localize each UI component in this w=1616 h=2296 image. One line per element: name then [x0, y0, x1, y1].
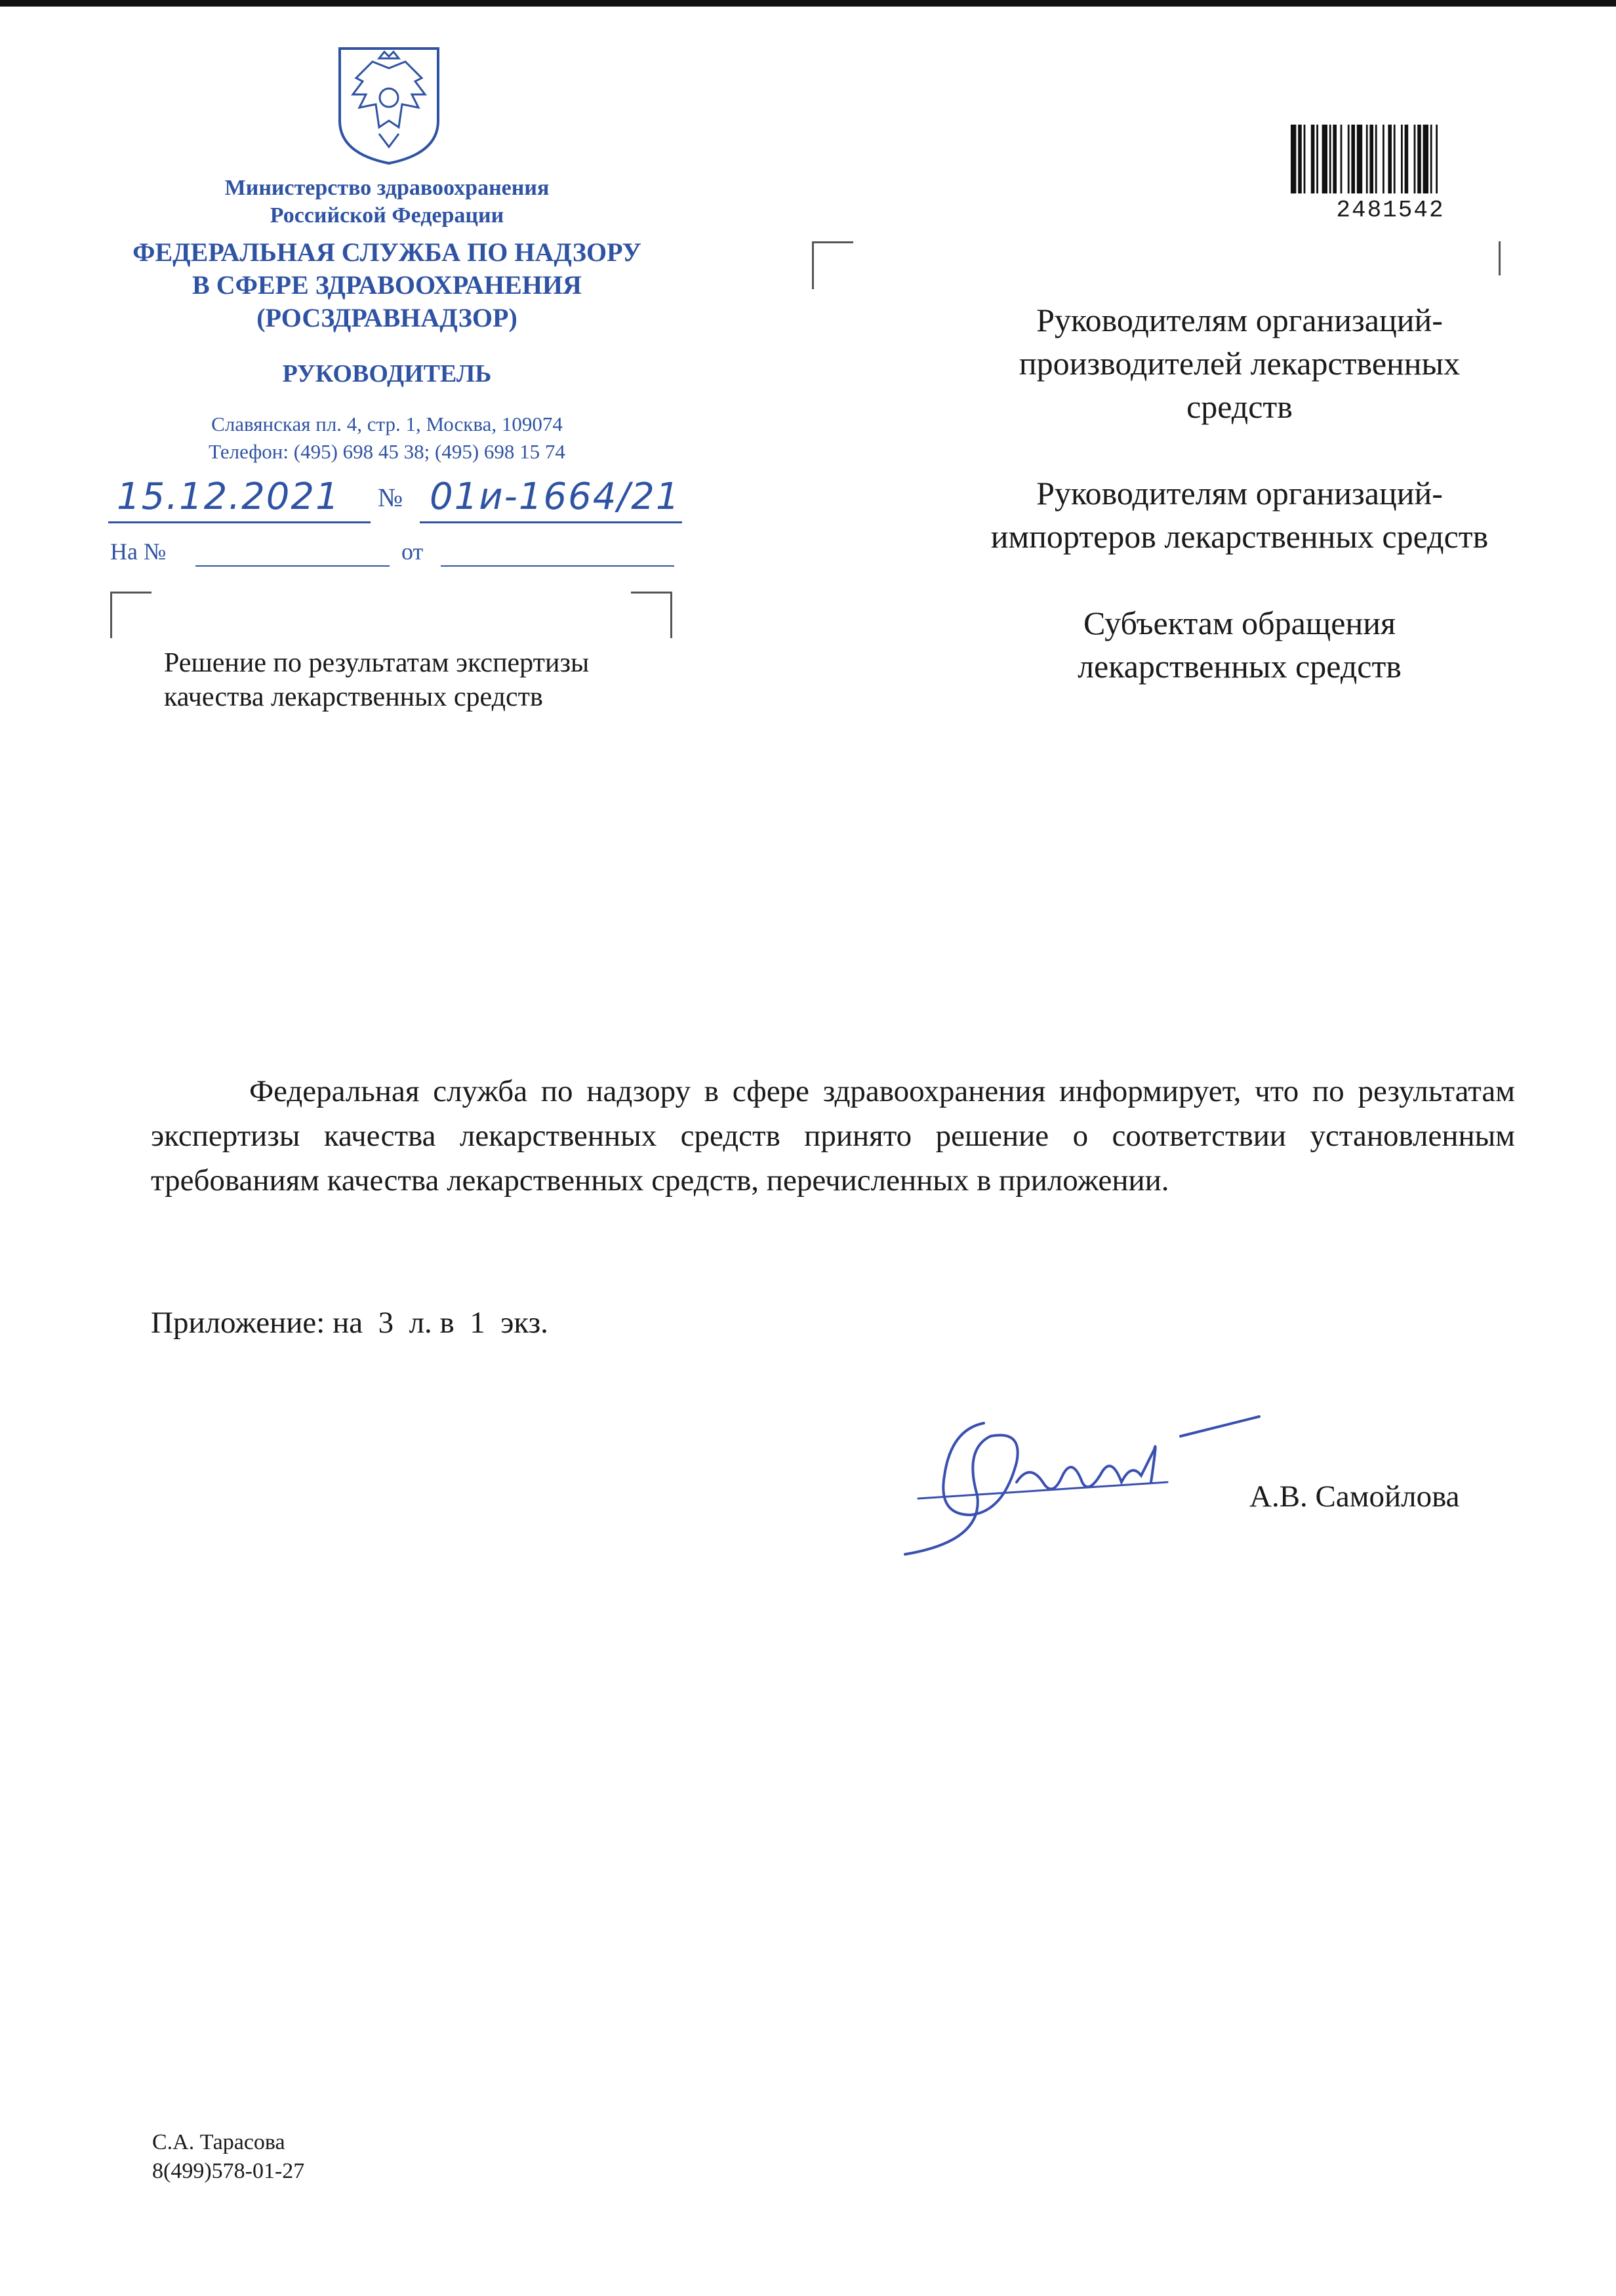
recipients-block — [905, 298, 1574, 731]
registration-number: 01и-1664/21 — [430, 475, 681, 518]
reference-line — [110, 538, 166, 565]
address: Славянская пл. 4, стр. 1, Москва, 109074 — [211, 413, 563, 435]
subject-corner-right — [631, 592, 672, 638]
subject-line-1: Решение по результатам экспертизы — [164, 648, 590, 678]
executor-phone: 8(499)578-01-27 — [152, 2159, 305, 2183]
number-underline — [420, 521, 682, 523]
address-corner-left — [812, 241, 853, 289]
executor-name: С.А. Тарасова — [152, 2130, 285, 2154]
service-line-2: В СФЕРЕ ЗДРАВООХРАНЕНИЯ — [192, 270, 582, 300]
registration-number-label: № — [378, 483, 403, 512]
recipient-1-line-1: Руководителям организаций- — [1036, 302, 1443, 338]
scan-top-edge — [0, 0, 1616, 7]
reference-number-label: На № — [110, 538, 167, 565]
recipient-importers — [905, 472, 1574, 558]
signer-name: А.В. Самойлова — [1249, 1480, 1460, 1514]
reference-from-label: от — [401, 538, 424, 565]
letter-subject — [164, 646, 754, 714]
executor-block — [152, 2128, 304, 2186]
recipient-manufacturers — [905, 298, 1574, 428]
ministry-line-2: Российской Федерации — [270, 203, 504, 228]
date-underline — [108, 521, 371, 523]
address-corner-right — [1499, 241, 1501, 275]
letter-body — [151, 1069, 1515, 1203]
head-title: РУКОВОДИТЕЛЬ — [282, 360, 492, 388]
service-line-3: (РОСЗДРАВНАДЗОР) — [256, 303, 517, 332]
subject-line-2: качества лекарственных средств — [164, 682, 543, 712]
reference-date-blank — [441, 565, 674, 567]
ministry-name — [98, 174, 676, 230]
recipient-3-line-1: Субъектам обращения — [1083, 605, 1396, 641]
handwritten-signature — [892, 1384, 1285, 1561]
ministry-line-1: Министерство здравоохранения — [224, 176, 550, 200]
service-name — [79, 236, 695, 334]
coat-of-arms-emblem — [333, 42, 445, 167]
subject-corner-left — [110, 592, 152, 638]
barcode-number: 2481542 — [1336, 197, 1445, 224]
reference-number-blank — [195, 565, 390, 567]
recipient-1-line-3: средств — [1186, 388, 1293, 425]
phones: Телефон: (495) 698 45 38; (495) 698 15 74 — [209, 440, 565, 463]
service-line-1: ФЕДЕРАЛЬНАЯ СЛУЖБА ПО НАДЗОРУ — [132, 237, 641, 267]
address-block — [98, 411, 676, 466]
recipient-subjects — [905, 601, 1574, 688]
registration-date: 15.12.2021 — [117, 475, 340, 518]
body-paragraph: Федеральная служба по надзору в сфере здравоохранения информирует, что по результатам экспертизы качества лекарственных средств принято решение о соответствии установленным требованиям качества лекарственных средств, перечисленных в приложении. — [151, 1074, 1515, 1198]
recipient-2-line-1: Руководителям организаций- — [1036, 475, 1443, 512]
recipient-1-line-2: производителей лекарственных — [1019, 345, 1461, 382]
attachment-note: Приложение: на 3 л. в 1 экз. — [151, 1306, 548, 1340]
recipient-3-line-2: лекарственных средств — [1078, 648, 1402, 685]
recipient-2-line-2: импортеров лекарственных средств — [990, 518, 1489, 555]
